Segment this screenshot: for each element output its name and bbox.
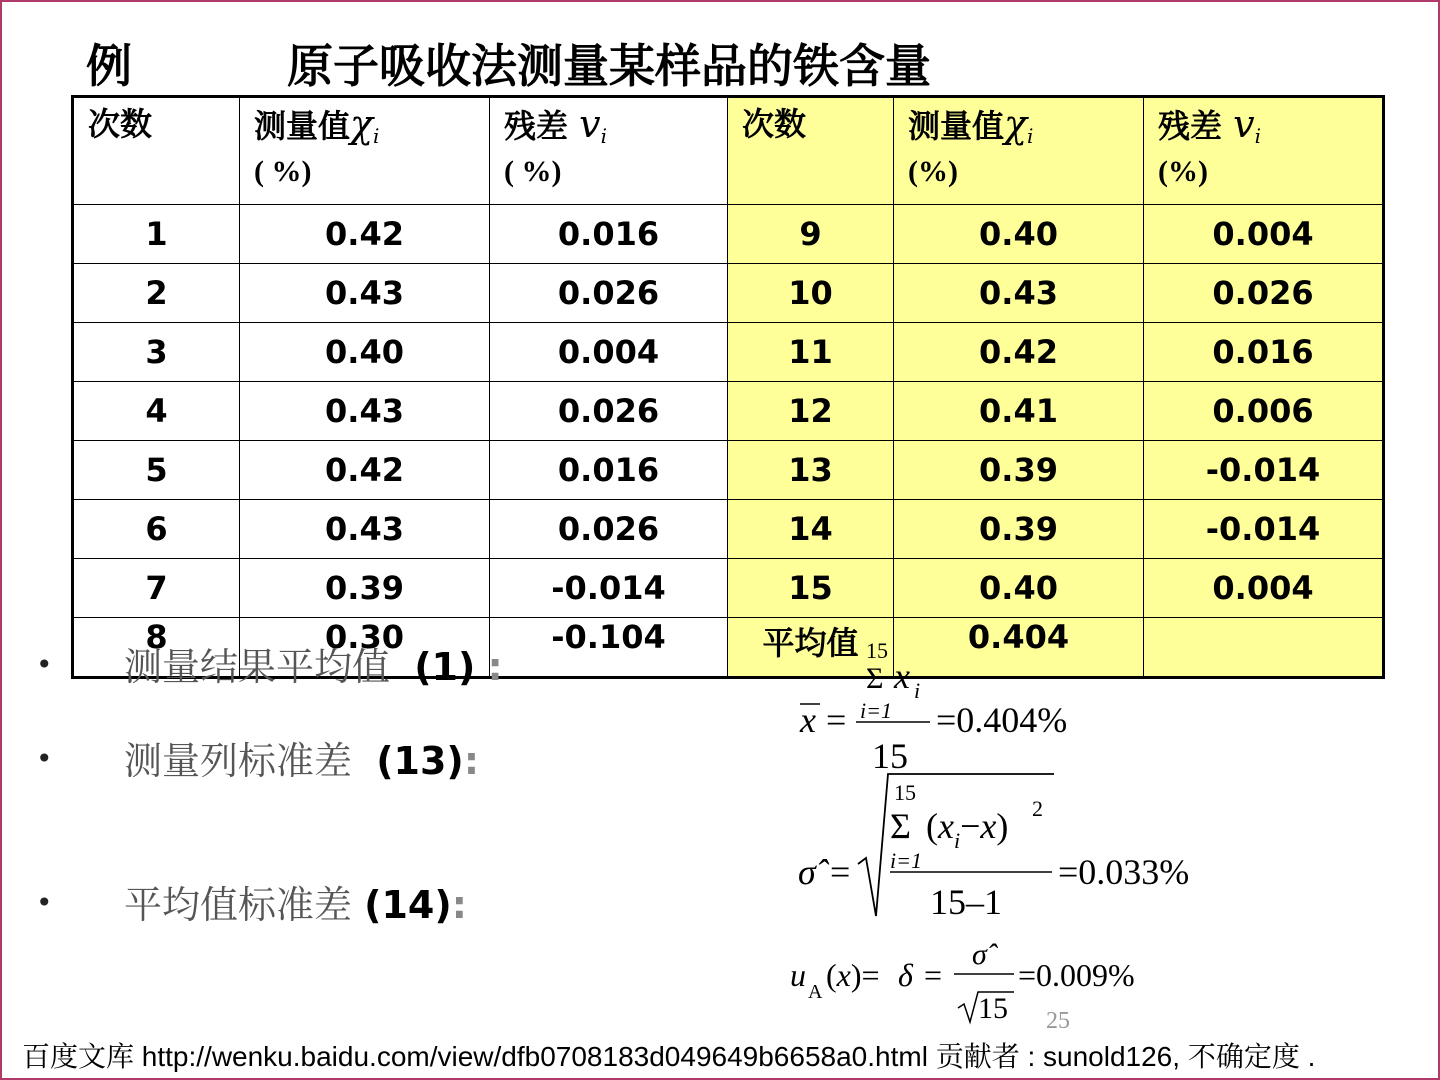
table-cell: 0.40: [240, 323, 490, 382]
table-cell: 10: [728, 264, 894, 323]
sigma-symbol: Σ: [866, 662, 884, 695]
table-cell: -0.104: [490, 618, 728, 678]
header-residual-2: 残差 $v_i$ (%): [1144, 97, 1384, 205]
header-residual: 残差 $v_i$ ( %): [490, 97, 728, 205]
table-cell: 0.30: [240, 618, 490, 678]
table-cell: [1144, 618, 1384, 678]
table-cell: 0.43: [240, 264, 490, 323]
table-row: [73, 264, 1384, 323]
table-header-row: [73, 97, 1384, 205]
table-cell: 0.39: [240, 559, 490, 618]
table-cell: 0.026: [490, 382, 728, 441]
table-cell: 0.40: [894, 205, 1144, 264]
table-row: [73, 559, 1384, 618]
table-cell: 0.004: [490, 323, 728, 382]
table-cell: 0.004: [1144, 559, 1384, 618]
table-cell: 0.41: [894, 382, 1144, 441]
table-cell: 8: [73, 618, 240, 678]
bullet-mean: • 测量结果平均值 (1) :: [36, 645, 503, 689]
table-cell: 11: [728, 323, 894, 382]
table-cell: 0.016: [1144, 323, 1384, 382]
table-cell: 0.39: [894, 441, 1144, 500]
u-sub: A: [808, 981, 823, 1003]
table-cell: 3: [73, 323, 240, 382]
table-cell: 0.43: [894, 264, 1144, 323]
bullet-mean-std-dev: • 平均值标准差 (14):: [36, 883, 467, 927]
table-cell: 15: [728, 559, 894, 618]
bullet-dot: •: [36, 742, 53, 775]
header-count: 次数: [73, 97, 240, 205]
delta-bar: δ: [898, 957, 913, 993]
sum-upper: 15: [894, 780, 916, 805]
u-symbol: u: [790, 957, 806, 993]
title-text: 原子吸收法测量某样品的铁含量: [287, 39, 931, 93]
table-cell: 0.42: [240, 441, 490, 500]
mean-denominator: 15: [872, 736, 908, 776]
x-bar: x: [800, 700, 816, 740]
sum-lower: i=1: [890, 848, 922, 873]
table-row: [73, 205, 1384, 264]
table-cell: 14: [728, 500, 894, 559]
sigma-result: =0.033%: [1058, 852, 1190, 892]
table-cell: 0.404: [894, 618, 1144, 678]
table-cell: -0.014: [490, 559, 728, 618]
table-cell: 0.026: [490, 500, 728, 559]
equals-sign: =: [924, 957, 943, 993]
table-cell: 0.43: [240, 382, 490, 441]
table-row: [73, 441, 1384, 500]
table-cell: 7: [73, 559, 240, 618]
equals-sign: =: [830, 852, 851, 892]
header-measured-2: 测量值$\chi_i$ (%): [894, 97, 1144, 205]
table-cell: 4: [73, 382, 240, 441]
sigma-symbol: Σ: [890, 806, 911, 846]
table-row: [73, 323, 1384, 382]
table-row: [73, 382, 1384, 441]
table-cell: 0.016: [490, 205, 728, 264]
var-x: x: [894, 656, 910, 696]
table-cell: 6: [73, 500, 240, 559]
ua-result: =0.009%: [1018, 957, 1135, 993]
slide-title: [86, 30, 931, 96]
table-cell: 0.39: [894, 500, 1144, 559]
header-measured: 测量值$\chi_i$ ( %): [240, 97, 490, 205]
exponent: 2: [1032, 796, 1043, 821]
table-cell: 0.42: [240, 205, 490, 264]
table-cell: 0.004: [1144, 205, 1384, 264]
bullet-dot: •: [36, 886, 53, 919]
table-cell: 13: [728, 441, 894, 500]
measurement-table: [71, 95, 1385, 679]
table-row: [73, 500, 1384, 559]
bullet-dot: •: [36, 648, 53, 681]
sigma-hat: σ̂: [798, 852, 816, 892]
equals-sign: =: [826, 700, 847, 740]
sum-lower: i=1: [860, 698, 892, 723]
ua-formula: [788, 934, 1168, 1030]
table-cell: 0.40: [894, 559, 1144, 618]
table-cell: 平均值: [728, 618, 894, 678]
bullet-std-dev: • 测量列标准差 (13):: [36, 739, 480, 783]
sigma-hat-numerator: σ̂: [972, 938, 987, 971]
root-value: 15: [978, 992, 1008, 1025]
title-label: 例: [86, 39, 132, 93]
table-cell: 0.006: [1144, 382, 1384, 441]
table-cell: 12: [728, 382, 894, 441]
header-count-2: 次数: [728, 97, 894, 205]
table-cell: 2: [73, 264, 240, 323]
table-cell: 0.026: [1144, 264, 1384, 323]
mean-result: =0.404%: [936, 700, 1068, 740]
footer-source: 百度文库 http://wenku.baidu.com/view/dfb0708183d049649b6658a0.html 贡献者 : sunold126, 不确定度 .: [22, 1041, 1316, 1072]
table-cell: 5: [73, 441, 240, 500]
table-cell: 1: [73, 205, 240, 264]
table-cell: 0.016: [490, 441, 728, 500]
table-cell: -0.014: [1144, 441, 1384, 500]
table-cell: 9: [728, 205, 894, 264]
u-arg: (x)=: [826, 957, 880, 993]
mean-formula: [790, 632, 1120, 782]
table-cell: 0.43: [240, 500, 490, 559]
paren-expr: $(x_i-x)$: [926, 806, 1009, 853]
table-cell: 0.026: [490, 264, 728, 323]
var-sub: i: [914, 678, 921, 703]
page-number: 25: [1046, 1008, 1070, 1034]
sum-upper: 15: [866, 638, 888, 663]
table-cell: -0.014: [1144, 500, 1384, 559]
table-cell: 0.42: [894, 323, 1144, 382]
sigma-denominator: 15–1: [930, 882, 1002, 922]
std-dev-formula: [796, 768, 1226, 928]
